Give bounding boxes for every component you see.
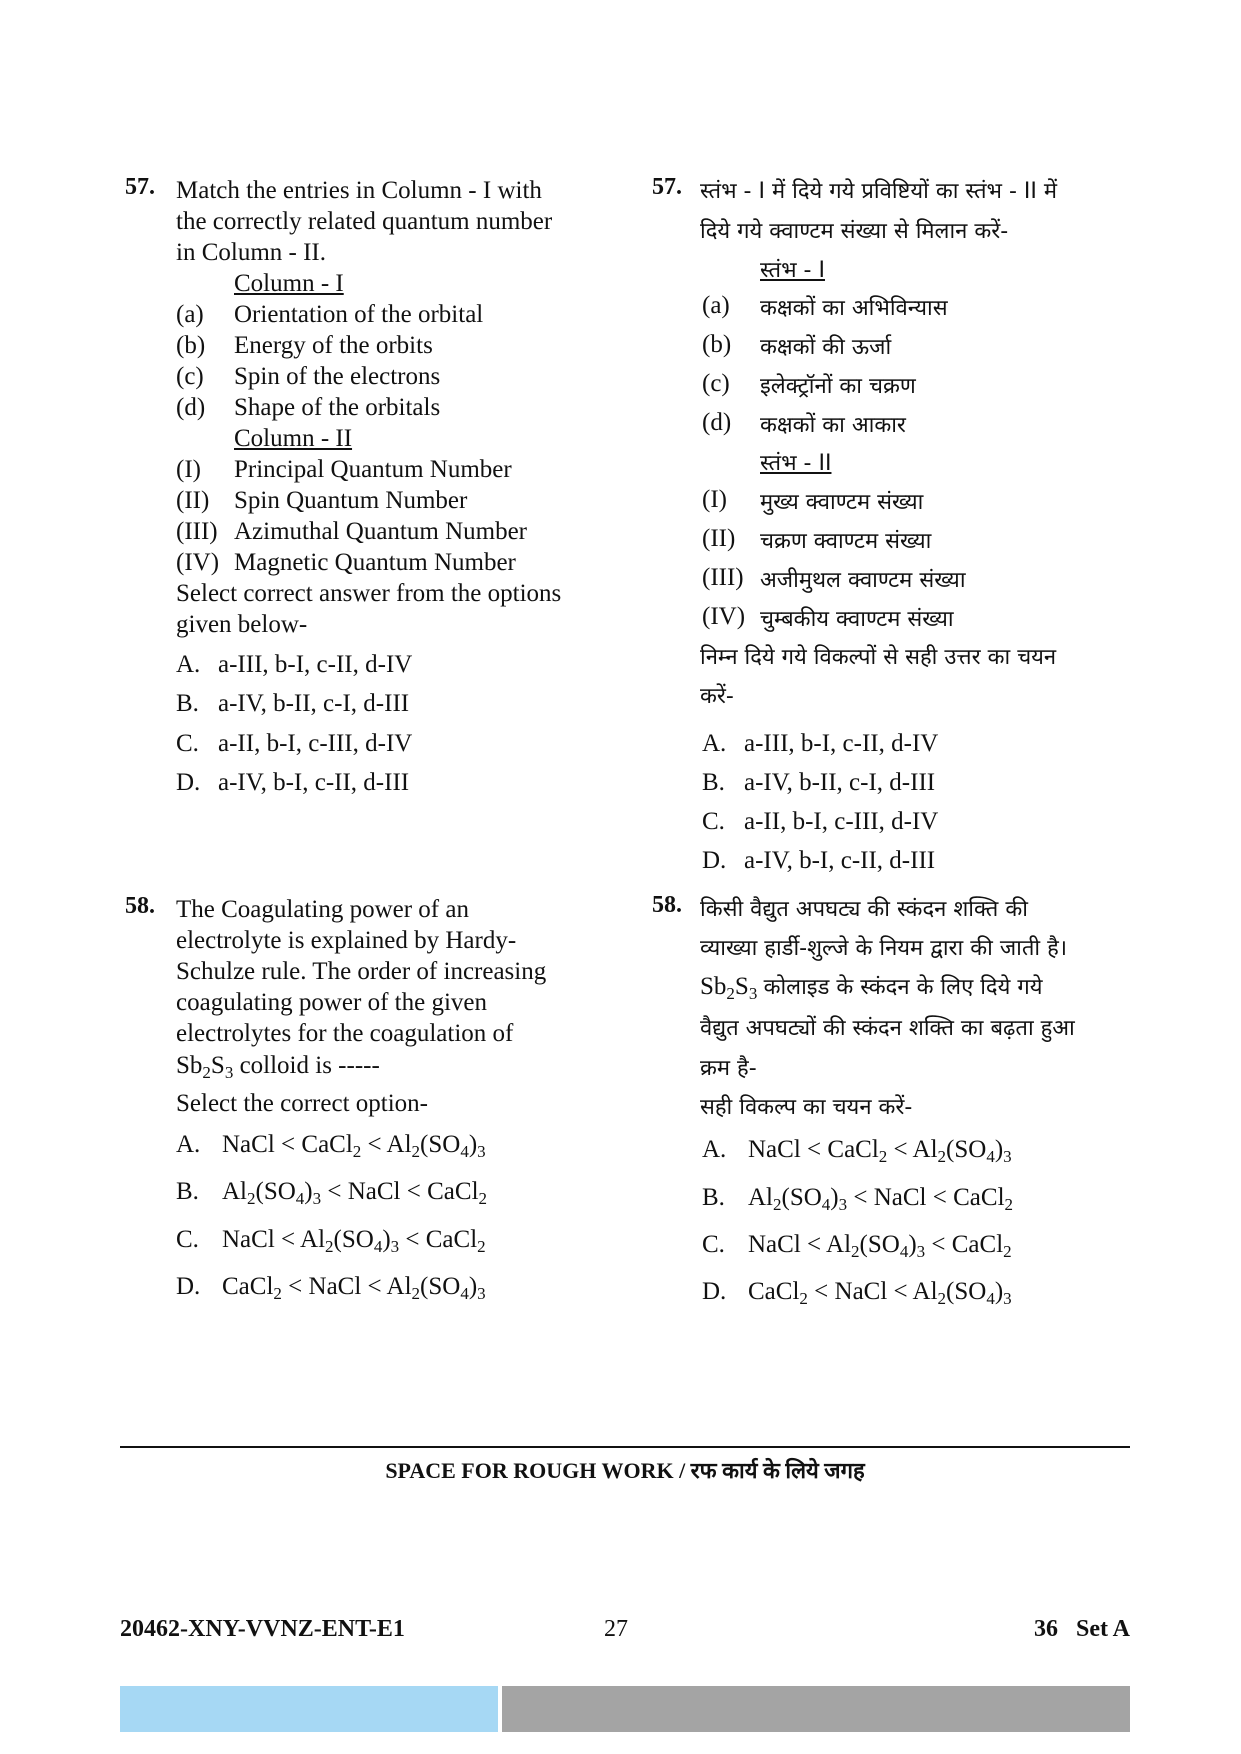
footer-bar-gray bbox=[502, 1686, 1130, 1732]
option-formula: NaCl < CaCl$_2$ < $Al_2(SO_4)_3$ bbox=[222, 1131, 486, 1161]
column-2-key: (IV) bbox=[176, 549, 220, 576]
question-stem-line: the correctly related quantum number bbox=[176, 208, 553, 235]
formula-sb2s3: $Sb_2S_3$ bbox=[176, 1052, 234, 1082]
footer-bar-blue bbox=[120, 1686, 498, 1732]
column-1-entry: इलेक्ट्रॉनों का चक्रण bbox=[760, 374, 916, 399]
option-label: C. bbox=[702, 808, 725, 835]
column-1-entry: कक्षकों की ऊर्जा bbox=[760, 335, 892, 360]
column-1-key: (d) bbox=[176, 394, 206, 421]
question-stem-line: दिये गये क्वाण्टम संख्या से मिलान करें- bbox=[700, 219, 1009, 244]
column-1-title: स्तंभ - I bbox=[760, 258, 825, 283]
option-label: C. bbox=[176, 1226, 199, 1253]
set-label: 36 Set A bbox=[1034, 1616, 1130, 1642]
column-1-key: (b) bbox=[176, 332, 206, 359]
question-stem-line: किसी वैद्युत अपघट्य की स्कंदन शक्ति की bbox=[700, 897, 1028, 922]
option-label: B. bbox=[176, 690, 199, 717]
column-2-title: स्तंभ - II bbox=[760, 451, 832, 476]
rough-work-label: SPACE FOR ROUGH WORK / रफ कार्य के लिये जगह bbox=[385, 1458, 865, 1483]
option-label: B. bbox=[176, 1178, 199, 1205]
column-1-entry: Shape of the orbitals bbox=[234, 394, 441, 421]
option-text: a-IV, b-I, c-II, d-III bbox=[744, 847, 936, 874]
column-1-key: (a) bbox=[176, 301, 204, 328]
column-1-entry: Energy of the orbits bbox=[234, 332, 433, 359]
instruction-line: given below- bbox=[176, 611, 308, 638]
column-2-title: Column - II bbox=[234, 425, 353, 452]
option-label: C. bbox=[176, 730, 199, 757]
column-2-key: (III) bbox=[702, 564, 744, 591]
option-text: a-IV, b-II, c-I, d-III bbox=[218, 690, 410, 717]
question-stem-line: in Column - II. bbox=[176, 239, 326, 266]
option-formula: $Al_2(SO_4)_3$ < NaCl < CaCl$_2$ bbox=[748, 1184, 1014, 1214]
option-text: a-IV, b-II, c-I, d-III bbox=[744, 769, 936, 796]
column-2-entry: अजीमुथल क्वाण्टम संख्या bbox=[760, 568, 966, 593]
option-label: A. bbox=[702, 1136, 727, 1163]
question-number: 58. bbox=[125, 893, 155, 919]
column-2-entry: Spin Quantum Number bbox=[234, 487, 468, 514]
colloid-line bbox=[176, 1052, 380, 1080]
option-label: C. bbox=[702, 1231, 725, 1258]
option-label: B. bbox=[702, 1184, 725, 1211]
question-stem-line: क्रम है- bbox=[700, 1056, 757, 1081]
colloid-suffix: कोलाइड के स्कंदन के लिए दिये गये bbox=[763, 975, 1043, 1000]
question-stem-line: स्तंभ - I में दिये गये प्रविष्टियों का स्तंभ - II में bbox=[700, 179, 1058, 204]
column-2-entry: चक्रण क्वाण्टम संख्या bbox=[760, 529, 932, 554]
question-number: 57. bbox=[125, 174, 155, 200]
question-stem-line: The Coagulating power of an bbox=[176, 896, 469, 923]
question-stem-line: Match the entries in Column - I with bbox=[176, 177, 542, 204]
paper-code: 20462-XNY-VVNZ-ENT-E1 bbox=[120, 1616, 405, 1642]
instruction-line: करें- bbox=[700, 684, 734, 709]
column-2-key: (I) bbox=[176, 456, 201, 483]
question-stem-line: वैद्युत अपघट्यों की स्कंदन शक्ति का बढ़ता हुआ bbox=[700, 1016, 1075, 1041]
option-label: D. bbox=[702, 1278, 727, 1305]
question-number: 57. bbox=[652, 174, 682, 200]
column-1-key: (a) bbox=[702, 292, 730, 319]
column-1-key: (d) bbox=[702, 409, 732, 436]
option-label: A. bbox=[702, 730, 727, 757]
column-2-entry: Magnetic Quantum Number bbox=[234, 549, 516, 576]
question-stem-line: electrolyte is explained by Hardy- bbox=[176, 927, 517, 954]
option-text: a-II, b-I, c-III, d-IV bbox=[744, 808, 939, 835]
option-text: a-III, b-I, c-II, d-IV bbox=[744, 730, 939, 757]
column-1-title: Column - I bbox=[234, 270, 344, 297]
column-2-key: (IV) bbox=[702, 603, 746, 630]
column-2-key: (II) bbox=[702, 525, 736, 552]
column-1-entry: Orientation of the orbital bbox=[234, 301, 484, 328]
column-1-key: (b) bbox=[702, 331, 732, 358]
rough-work-divider bbox=[120, 1446, 1130, 1448]
instruction-line: Select the correct option- bbox=[176, 1090, 428, 1117]
column-1-key: (c) bbox=[176, 363, 204, 390]
column-1-key: (c) bbox=[702, 370, 730, 397]
question-stem-line: electrolytes for the coagulation of bbox=[176, 1020, 514, 1047]
option-label: A. bbox=[176, 651, 201, 678]
instruction-line: Select correct answer from the options bbox=[176, 580, 562, 607]
option-label: D. bbox=[702, 847, 727, 874]
option-label: A. bbox=[176, 1131, 201, 1158]
option-label: D. bbox=[176, 1273, 201, 1300]
option-formula: CaCl$_2$ < NaCl < $Al_2(SO_4)_3$ bbox=[222, 1273, 486, 1303]
column-2-key: (III) bbox=[176, 518, 218, 545]
column-2-entry: Principal Quantum Number bbox=[234, 456, 512, 483]
option-text: a-II, b-I, c-III, d-IV bbox=[218, 730, 413, 757]
option-formula: NaCl < $Al_2(SO_4)_3$ < CaCl$_2$ bbox=[748, 1231, 1012, 1261]
instruction-line: सही विकल्प का चयन करें- bbox=[700, 1095, 913, 1120]
question-stem-line: व्याख्या हार्डी-शुल्जे के नियम द्वारा की जाती है। bbox=[700, 936, 1068, 961]
column-2-key: (II) bbox=[176, 487, 210, 514]
option-label: B. bbox=[702, 769, 725, 796]
option-formula: NaCl < CaCl$_2$ < $Al_2(SO_4)_3$ bbox=[748, 1136, 1012, 1166]
column-2-entry: मुख्य क्वाण्टम संख्या bbox=[760, 490, 924, 515]
question-number: 58. bbox=[652, 892, 682, 918]
colloid-suffix: colloid is ----- bbox=[239, 1052, 380, 1079]
question-stem-line: coagulating power of the given bbox=[176, 989, 488, 1016]
option-text: a-III, b-I, c-II, d-IV bbox=[218, 651, 413, 678]
option-formula: $Al_2(SO_4)_3$ < NaCl < CaCl$_2$ bbox=[222, 1178, 488, 1208]
column-1-entry: कक्षकों का अभिविन्यास bbox=[760, 296, 948, 321]
instruction-line: निम्न दिये गये विकल्पों से सही उत्तर का चयन bbox=[700, 645, 1057, 670]
column-2-key: (I) bbox=[702, 486, 727, 513]
question-stem-line: Schulze rule. The order of increasing bbox=[176, 958, 547, 985]
column-2-entry: Azimuthal Quantum Number bbox=[234, 518, 527, 545]
option-text: a-IV, b-I, c-II, d-III bbox=[218, 769, 410, 796]
column-1-entry: Spin of the electrons bbox=[234, 363, 441, 390]
formula-sb2s3: $Sb_2S_3$ bbox=[700, 973, 758, 1003]
colloid-line bbox=[700, 971, 1043, 1001]
option-formula: NaCl < $Al_2(SO_4)_3$ < CaCl$_2$ bbox=[222, 1226, 486, 1256]
option-formula: CaCl$_2$ < NaCl < $Al_2(SO_4)_3$ bbox=[748, 1278, 1012, 1308]
column-1-entry: कक्षकों का आकार bbox=[760, 413, 906, 438]
column-2-entry: चुम्बकीय क्वाण्टम संख्या bbox=[760, 607, 954, 632]
option-label: D. bbox=[176, 769, 201, 796]
page-number: 27 bbox=[604, 1616, 628, 1642]
